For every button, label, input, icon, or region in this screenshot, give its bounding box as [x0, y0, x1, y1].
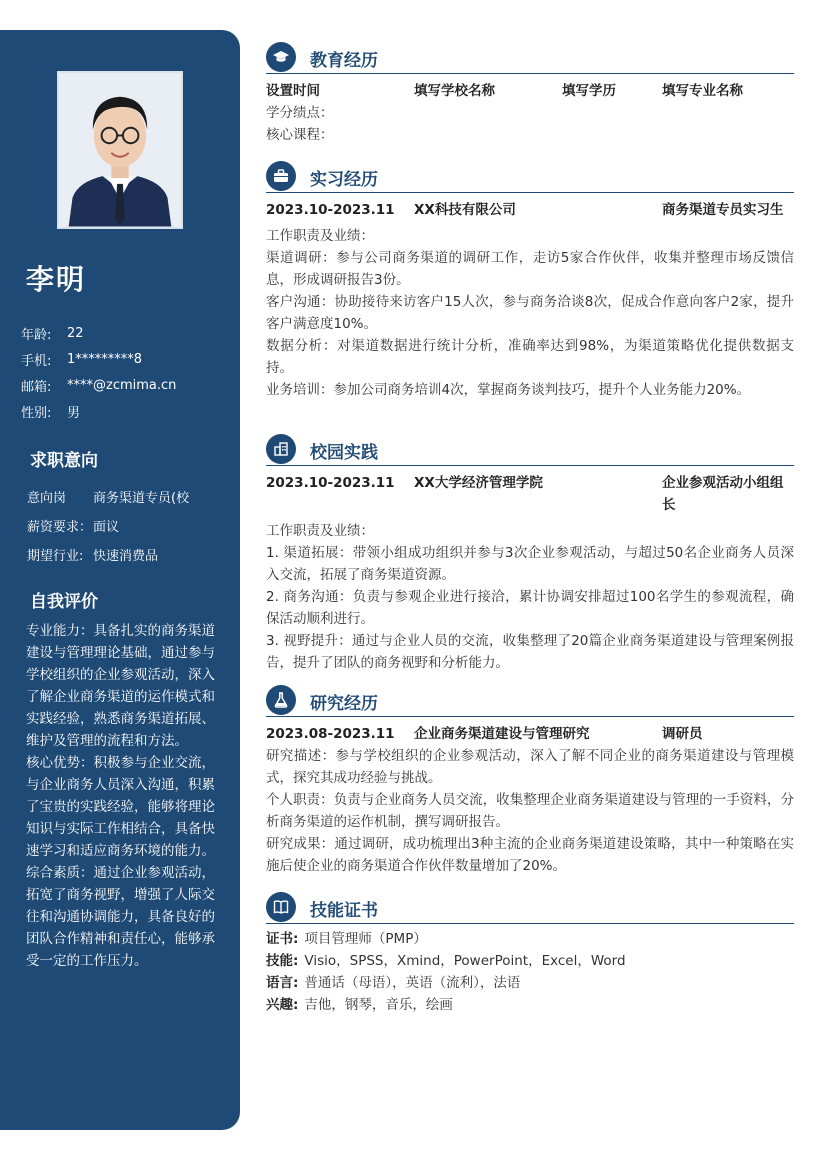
intent-label: 意向岗	[27, 491, 67, 506]
skill-row-language	[266, 972, 794, 994]
internship-item: 客户沟通：协助接待来访客户15人次，参与商务洽谈8次，促成合作意向客户2家，提升客户满意度10%。	[266, 294, 794, 332]
research-section	[266, 683, 794, 877]
edu-degree: 填写学历	[562, 83, 616, 99]
edu-major: 填写专业名称	[662, 83, 743, 99]
research-item: 研究成果：通过调研，成功梳理出3种主流的企业商务渠道建设策略，其中一种策略在实施后使企业的商务渠道合作伙伴数量增加了20%。	[266, 836, 794, 874]
campus-role: 企业参观活动小组组长	[662, 475, 784, 513]
book-icon	[266, 892, 296, 922]
section-header	[266, 40, 794, 74]
edu-gpa: 学分绩点：	[266, 105, 334, 121]
education-section	[266, 40, 794, 146]
section-title: 实习经历	[310, 170, 378, 190]
graduation-cap-icon	[266, 42, 296, 72]
intent-industry	[27, 540, 232, 569]
job-intent	[27, 482, 232, 569]
education-row	[266, 80, 794, 102]
profile-photo	[57, 71, 183, 229]
internship-item: 数据分析：对渠道数据进行统计分析，准确率达到98%，为渠道策略优化提供数据支持。	[266, 338, 794, 376]
intent-label: 薪资要求：	[27, 520, 93, 535]
section-header	[266, 890, 794, 924]
section-header	[266, 683, 794, 717]
research-item: 研究描述：参与学校组织的企业参观活动，深入了解不同企业的商务渠道建设与管理模式，探究其成功经验与挑战。	[266, 748, 794, 786]
section-title: 技能证书	[310, 901, 378, 921]
research-row	[266, 723, 794, 745]
intent-position	[27, 482, 232, 511]
info-label: 手机:	[21, 353, 52, 369]
edu-school: 填写学校名称	[414, 83, 495, 99]
info-label: 邮箱:	[21, 379, 52, 395]
info-label: 年龄:	[21, 327, 52, 343]
skill-value: Visio，SPSS，Xmind，PowerPoint，Excel，Word	[304, 953, 626, 969]
flask-icon	[266, 685, 296, 715]
section-header	[266, 159, 794, 193]
skill-label: 语言:	[266, 975, 299, 991]
skills-section	[266, 890, 794, 1016]
internship-org: XX科技有限公司	[414, 202, 516, 218]
building-icon	[266, 434, 296, 464]
section-title: 校园实践	[310, 443, 378, 463]
section-title: 研究经历	[310, 694, 378, 714]
campus-item: 2. 商务沟通：负责与参观企业进行接洽，累计协调安排超过100名学生的参观流程，确保活动顺利进行。	[266, 589, 794, 627]
self-eval-title: 自我评价	[30, 592, 98, 612]
skills-list	[266, 928, 794, 1016]
basic-info	[21, 320, 231, 424]
skill-label: 兴趣:	[266, 997, 299, 1013]
self-eval-paragraph: 专业能力：具备扎实的商务渠道建设与管理理论基础，通过参与学校组织的企业参观活动，深入了解企业商务渠道的运作模式和实践经验，熟悉商务渠道拓展、维护及管理的流程和方法。	[26, 623, 215, 749]
internship-section	[266, 159, 794, 401]
internship-date: 2023.10-2023.11	[266, 202, 395, 218]
skill-row-hobby	[266, 994, 794, 1016]
internship-row	[266, 199, 794, 221]
campus-org: XX大学经济管理学院	[414, 475, 543, 491]
research-org: 企业商务渠道建设与管理研究	[414, 726, 590, 742]
info-gender	[21, 398, 231, 424]
edu-courses: 核心课程：	[266, 127, 334, 143]
intent-value: 商务渠道专员(校	[93, 491, 190, 506]
briefcase-icon	[266, 161, 296, 191]
campus-section	[266, 432, 794, 674]
skill-value: 普通话（母语），英语（流利），法语	[304, 975, 521, 991]
profile-name: 李明	[26, 263, 87, 296]
research-date: 2023.08-2023.11	[266, 726, 395, 742]
skill-label: 证书:	[266, 931, 299, 947]
skill-value: 项目管理师（PMP）	[304, 931, 427, 947]
skill-value: 吉他，钢琴，音乐，绘画	[304, 997, 453, 1013]
self-evaluation	[26, 620, 216, 972]
campus-lead: 工作职责及业绩：	[266, 523, 374, 539]
internship-role: 商务渠道专员实习生	[662, 202, 784, 218]
section-header	[266, 432, 794, 466]
info-phone	[21, 346, 231, 372]
self-eval-paragraph: 综合素质：通过企业参观活动，拓宽了商务视野，增强了人际交往和沟通协调能力，具备良好的团队合作精神和责任心，能够承受一定的工作压力。	[26, 865, 215, 969]
campus-item: 3. 视野提升：通过与企业人员的交流，收集整理了20篇企业商务渠道建设与管理案例报告，提升了团队的商务视野和分析能力。	[266, 633, 794, 671]
intent-value: 快速消费品	[93, 549, 159, 564]
section-title: 教育经历	[310, 51, 378, 71]
internship-lead: 工作职责及业绩：	[266, 228, 374, 244]
research-role: 调研员	[662, 726, 703, 742]
skill-row-tools	[266, 950, 794, 972]
self-eval-paragraph: 核心优势：积极参与企业交流，与企业商务人员深入沟通，积累了宝贵的实践经验，能够将理论知识与实际工作相结合，具备快速学习和适应商务环境的能力。	[26, 755, 215, 859]
skill-row-cert	[266, 928, 794, 950]
campus-date: 2023.10-2023.11	[266, 475, 395, 491]
intent-title: 求职意向	[30, 451, 98, 471]
info-email	[21, 372, 231, 398]
campus-row	[266, 472, 794, 516]
info-value: 男	[67, 405, 81, 421]
skill-label: 技能:	[266, 953, 299, 969]
intent-value: 面议	[93, 520, 120, 535]
intent-salary	[27, 511, 232, 540]
campus-item: 1. 渠道拓展：带领小组成功组织并参与3次企业参观活动，与超过50名企业商务人员深入交流，拓展了商务渠道资源。	[266, 545, 794, 583]
internship-item: 业务培训：参加公司商务培训4次，掌握商务谈判技巧，提升个人业务能力20%。	[266, 382, 751, 398]
info-label: 性别:	[21, 405, 52, 421]
internship-item: 渠道调研：参与公司商务渠道的调研工作，走访5家合作伙伴，收集并整理市场反馈信息，形成调研报告3份。	[266, 250, 794, 288]
intent-label: 期望行业:	[27, 549, 84, 564]
research-item: 个人职责：负责与企业商务人员交流，收集整理企业商务渠道建设与管理的一手资料，分析商务渠道的运作机制，撰写调研报告。	[266, 792, 794, 830]
info-value: ****@zcmima.cn	[67, 377, 177, 393]
info-age	[21, 320, 231, 346]
info-value: 1*********8	[67, 351, 143, 367]
sidebar	[0, 30, 240, 1130]
edu-time: 设置时间	[266, 83, 320, 99]
info-value: 22	[67, 325, 84, 341]
